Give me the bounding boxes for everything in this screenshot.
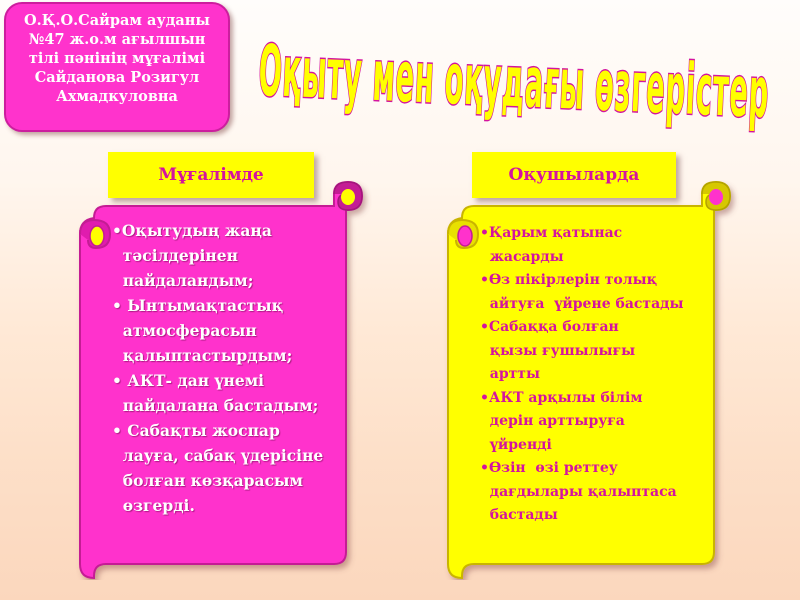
students-label-text: Оқушыларда [508, 165, 640, 185]
list-item: •Оқытудың жаңа [112, 221, 272, 240]
list-item: болған көзқарасым [112, 471, 304, 490]
author-line: О.Қ.О.Сайрам ауданы [24, 12, 210, 29]
list-item: қалыптастырдым; [112, 346, 293, 365]
list-item: •Қарым қатынас [480, 225, 623, 241]
students-scroll [440, 180, 740, 580]
slide-title-art [252, 12, 782, 142]
slide-title [252, 12, 782, 142]
list-item: •Өз пікірлерін толық [480, 272, 658, 288]
author-info-box [4, 2, 230, 132]
teacher-list [112, 218, 358, 518]
list-item: айтуға үйрене бастады [480, 295, 684, 312]
list-item: дағдылары қалыптаса [480, 483, 677, 500]
author-line: №47 ж.о.м ағылшын [28, 31, 206, 48]
list-item: •АКТ арқылы білім [480, 389, 643, 406]
slide-title-text: Оқыту мен оқудағы өзгерістер [256, 28, 771, 135]
list-item: артты [480, 366, 540, 382]
list-item: қызы ғушылығы [480, 342, 636, 359]
list-item: жасарды [480, 248, 564, 265]
list-item: •Өзін өзі реттеу [480, 460, 618, 476]
list-item: атмосферасын [112, 321, 257, 340]
author-line: тілі пәнінің мұғалімі [28, 50, 206, 67]
list-item: • Ынтымақтастық [112, 296, 284, 315]
students-list [480, 222, 720, 528]
list-item: лауға, сабақ үдерісіне [112, 446, 324, 465]
list-item: тәсілдерінен [112, 246, 238, 265]
teacher-label-text: Мұғалімде [158, 165, 264, 185]
teacher-scroll [72, 180, 372, 580]
list-item: пайдалана бастадым; [112, 396, 319, 415]
list-item: бастады [480, 507, 558, 523]
list-item: дерін арттыруға [480, 413, 625, 429]
list-item: •Сабаққа болған [480, 319, 619, 335]
list-item: үйренді [480, 436, 552, 453]
list-item: өзгерді. [112, 496, 195, 515]
list-item: пайдаландым; [112, 271, 254, 290]
list-item: • Сабақты жоспар [112, 421, 280, 440]
author-line: Сайданова Розигул [34, 69, 200, 86]
author-line: Ахмадкуловна [56, 88, 178, 105]
list-item: • АКТ- дан үнемі [112, 371, 265, 390]
